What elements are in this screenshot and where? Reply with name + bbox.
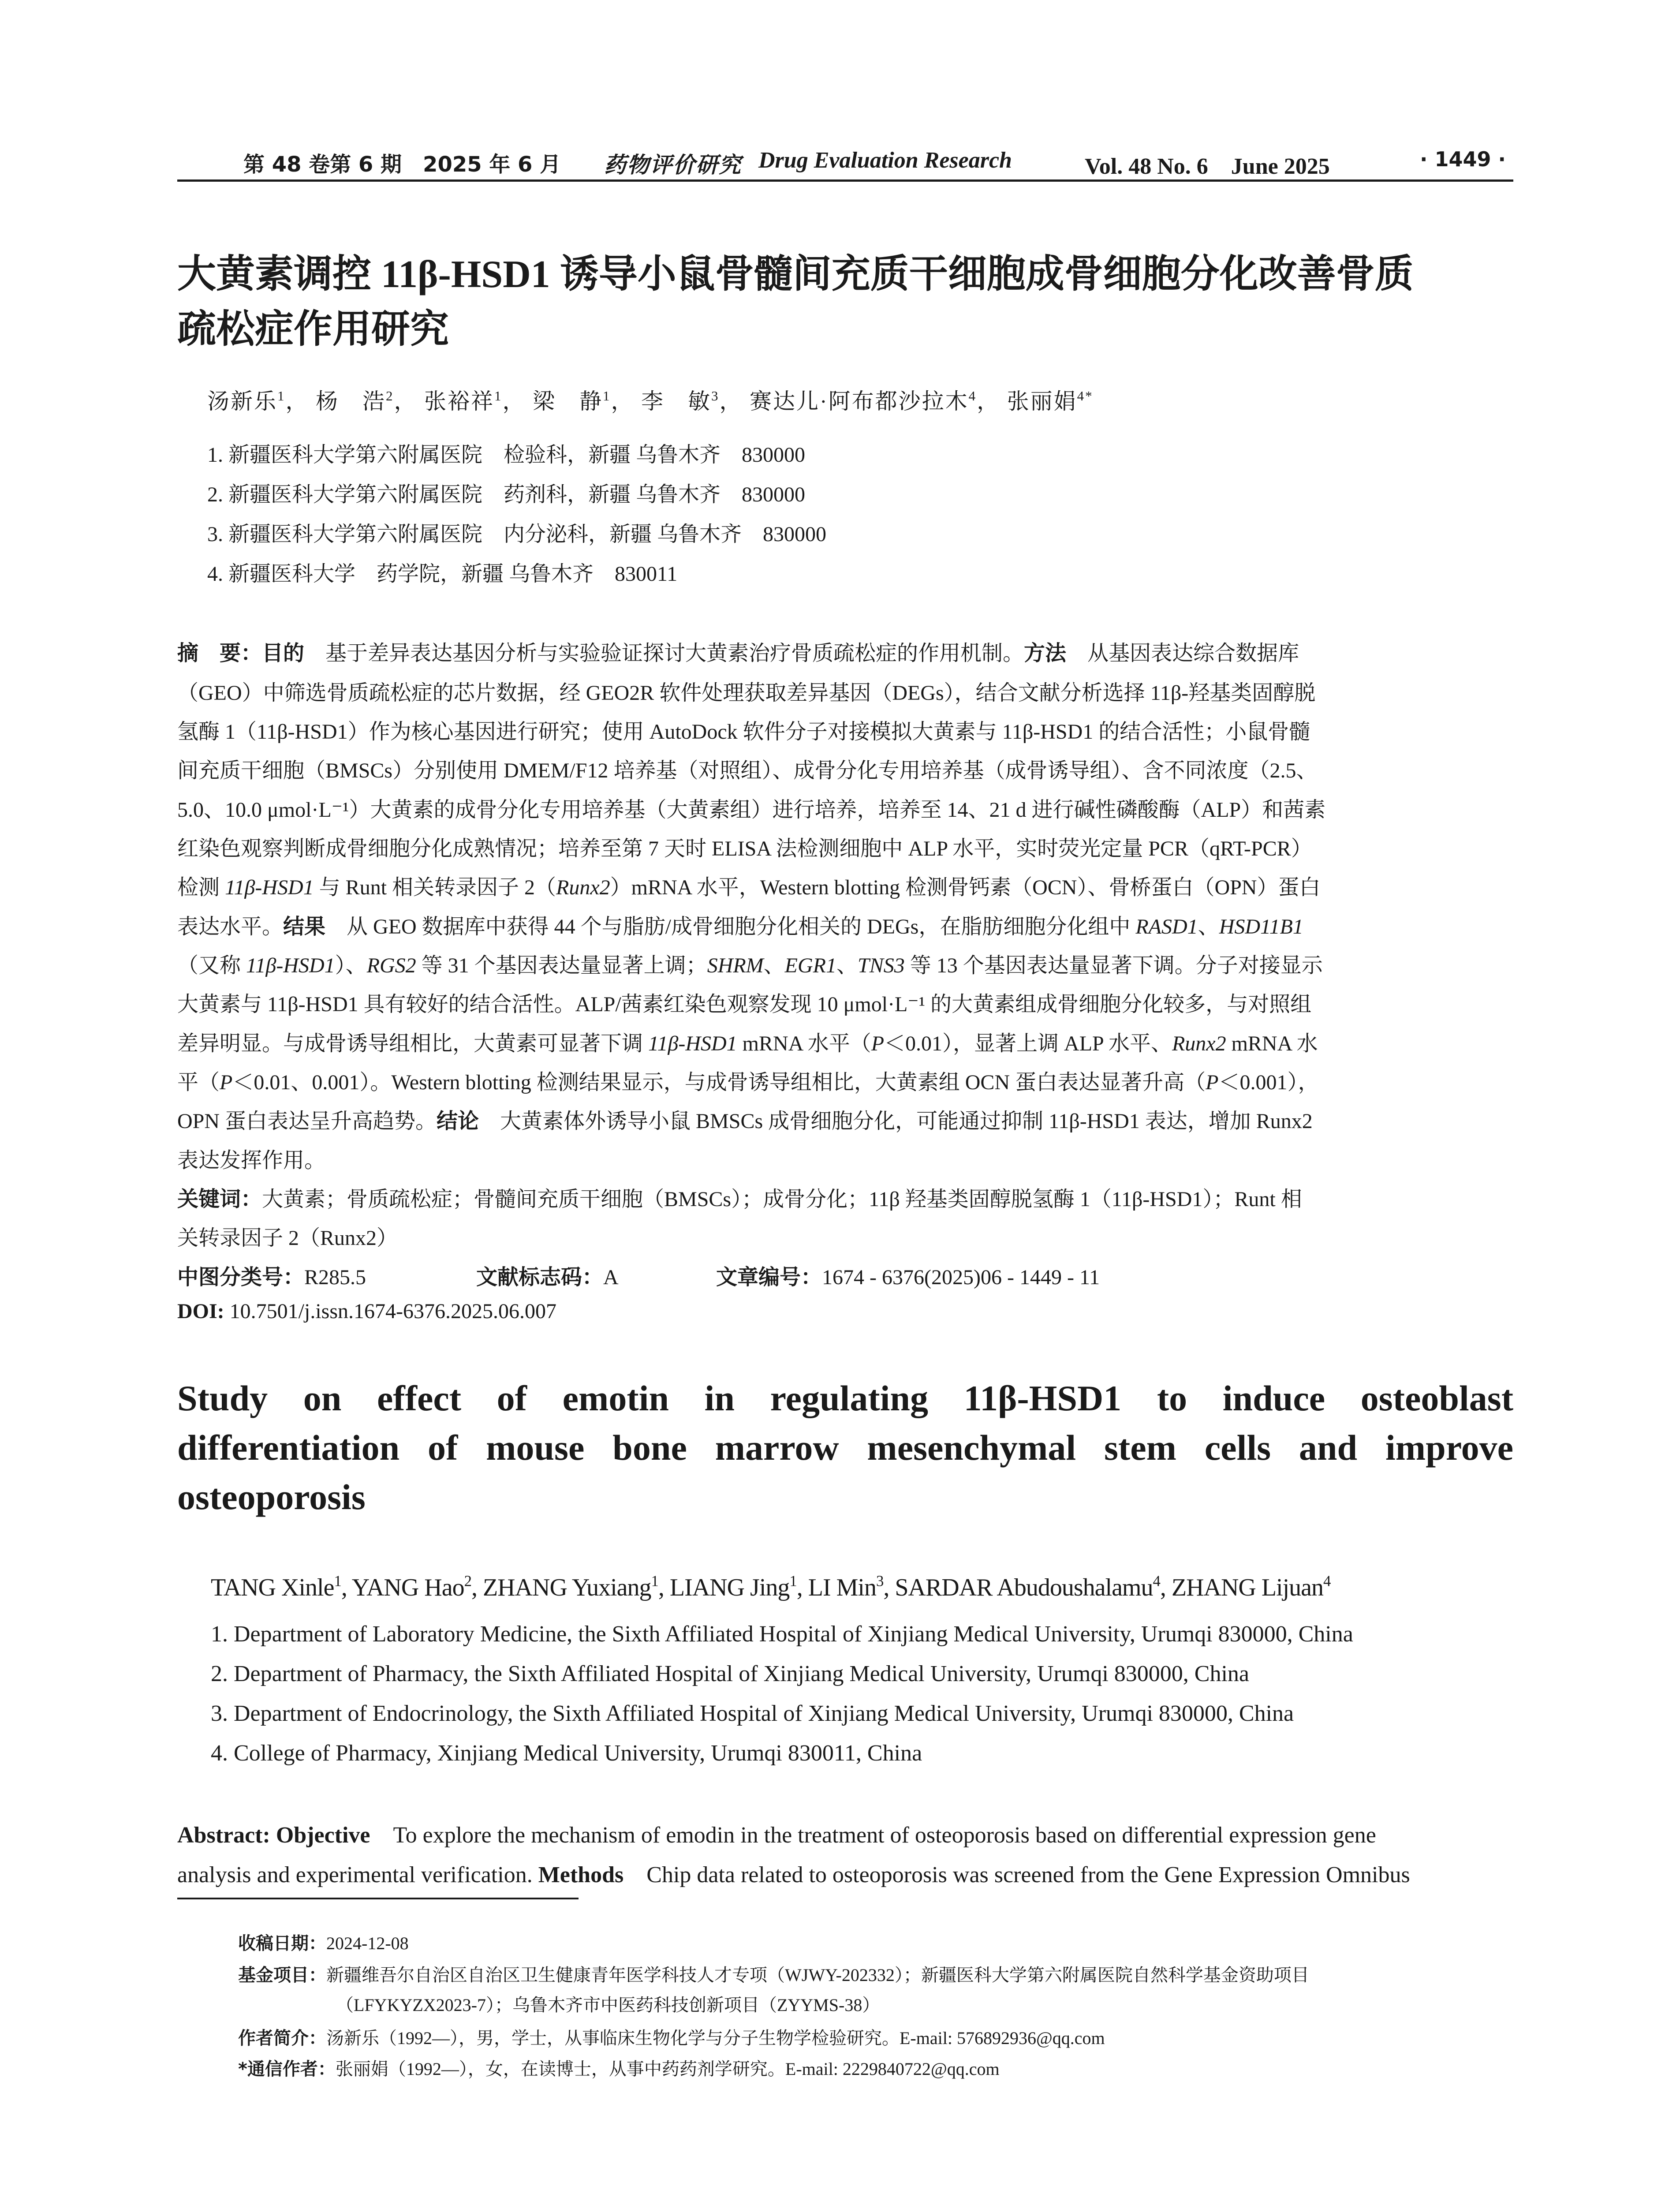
doi-value[interactable]: 10.7501/j.issn.1674-6376.2025.06.007 — [224, 1300, 557, 1323]
abstract-text: 表达水平。 — [177, 915, 284, 938]
page-number: · 1449 · — [1420, 147, 1506, 171]
abstract-text: 从 GEO 数据库中获得 44 个与脂肪/成骨细胞分化相关的 DEGs，在脂肪细胞分化组中 — [325, 915, 1136, 938]
abstract-text: 等 13 个基因表达量显著下调。分子对接显示 — [904, 954, 1323, 977]
doc-code — [476, 1260, 619, 1290]
cn-abstract-line: 表达发挥作用。 — [177, 1149, 326, 1172]
gene-name: 11β-HSD1 — [246, 954, 335, 977]
author-bio-text: 汤新乐（1992—），男，学士，从事临床生物化学与分子生物学检验研究。E-mail: 576892936@qq.com — [326, 2028, 1105, 2048]
abstract-text: analysis and experimental verification. — [177, 1862, 538, 1887]
en-title-line: differentiation of mouse bone marrow mesenchymal stem cells and improve — [177, 1428, 1513, 1468]
author-sup: 1 — [277, 388, 286, 404]
running-header — [177, 132, 1513, 181]
author-bio-label: 作者简介： — [238, 2028, 326, 2048]
abstract-text: ＜0.01），显著上调 ALP 水平、 — [884, 1032, 1172, 1055]
p-value-symbol: P — [1206, 1071, 1219, 1094]
author-name: ZHANG Lijuan — [1171, 1574, 1324, 1601]
abstract-text: ＜0.01、0.001）。Western blotting 检测结果显示，与成骨诱导组相比，大黄素组 OCN 蛋白表达显著升高（ — [232, 1071, 1206, 1094]
abstract-text: 平（ — [177, 1071, 220, 1094]
article-no-value: 1674 - 6376(2025)06 - 1449 - 11 — [822, 1266, 1100, 1289]
en-abstract-line — [177, 1816, 1513, 1849]
author-name: SARDAR Abudoushalamu — [895, 1574, 1153, 1601]
en-title — [177, 1374, 1513, 1522]
author-name: 张裕祥 — [424, 389, 494, 414]
gene-name: 11β-HSD1 — [225, 876, 314, 899]
fund-label: 基金项目： — [238, 1965, 326, 1985]
cn-abstract-line — [177, 909, 1513, 940]
author-name: 汤新乐 — [207, 389, 277, 414]
author-name: 杨 浩 — [316, 389, 386, 414]
header-rule — [177, 179, 1513, 182]
footnote-author — [238, 2024, 1105, 2049]
author-name: 李 敏 — [641, 389, 711, 414]
abstract-text: （又称 — [177, 954, 246, 977]
p-value-symbol: P — [871, 1032, 885, 1055]
gene-name: EGR1 — [784, 954, 836, 977]
cn-abstract-line: 氢酶 1（11β-HSD1）作为核心基因进行研究；使用 AutoDock 软件分子对接模拟大黄素与 11β-HSD1 的结合活性；小鼠骨髓 — [177, 720, 1310, 744]
author-sup: 2 — [464, 1572, 471, 1590]
p-value-symbol: P — [220, 1071, 233, 1094]
en-abstract-label: Abstract: Objective — [177, 1823, 370, 1848]
author-sup: 1 — [603, 388, 611, 404]
abstract-text: ）、 — [335, 954, 367, 977]
cn-abstract-line — [177, 1026, 1513, 1057]
cn-abstract-line: 5.0、10.0 μmol·L⁻¹）大黄素的成骨分化专用培养基（大黄素组）进行培养，培养至 14、21 d 进行碱性磷酸酶（ALP）和茜素 — [177, 798, 1326, 822]
author-sup: 1 — [494, 388, 503, 404]
cn-abstract-line — [177, 870, 1513, 901]
abstract-text: 从基因表达综合数据库 — [1066, 642, 1299, 665]
doccode-value: A — [603, 1266, 619, 1289]
cn-keywords-cont: 关转录因子 2（Runx2） — [177, 1226, 398, 1250]
author-name: LI Min — [808, 1574, 876, 1601]
corresponding-text: 张丽娟（1992—），女，在读博士，从事中药药剂学研究。E-mail: 2229840722@qq.com — [335, 2059, 1000, 2079]
cn-title-line: 疏松症作用研究 — [177, 308, 449, 351]
cn-abstract-line — [177, 948, 1513, 979]
footnote-fund-cont: （LFYKYZX2023-7）；乌鲁木齐市中医药科技创新项目（ZYYMS-38） — [336, 1995, 880, 2015]
methods-label: 方法 — [1024, 641, 1067, 665]
cn-title — [177, 247, 1513, 357]
author-sup: 1 — [334, 1572, 341, 1590]
author-sup: 4* — [1077, 388, 1094, 404]
cn-abstract-line — [177, 1104, 1513, 1134]
cn-abstract-line: 红染色观察判断成骨细胞分化成熟情况；培养至第 7 天时 ELISA 法检测细胞中 ALP 水平，实时荧光定量 PCR（qRT-PCR） — [177, 837, 1312, 860]
header-issue-cn: 第 48 卷第 6 期 2025 年 6 月 — [243, 152, 561, 177]
cn-doi — [177, 1299, 1513, 1323]
clc-value: R285.5 — [304, 1266, 366, 1289]
abstract-text: mRNA 水 — [1226, 1032, 1318, 1055]
abstract-text: OPN 蛋白表达呈升高趋势。 — [177, 1110, 437, 1133]
author-sup: 4 — [1323, 1572, 1331, 1590]
abstract-text: 检测 — [177, 876, 225, 899]
cn-abstract-line: （GEO）中筛选骨质疏松症的芯片数据，经 GEO2R 软件处理获取差异基因（DEGs），结合文献分析选择 11β-羟基类固醇脱 — [177, 681, 1316, 705]
author-sup: 1 — [789, 1572, 797, 1590]
author-sup: 4 — [968, 388, 977, 404]
abstract-text: mRNA 水平（ — [737, 1032, 871, 1055]
author-sup: 4 — [1153, 1572, 1160, 1590]
cn-authors: 汤新乐$^1$， 杨 浩$^2$， 张裕祥$^1$， 梁 静$^1$， 李 敏$^3$， 赛达儿·阿布都沙拉木$^4$， 张丽娟$^{4*}$ — [207, 388, 1094, 414]
article-number — [716, 1260, 1100, 1290]
keywords-label: 关键词： — [177, 1187, 262, 1211]
footnote-fund — [238, 1961, 1309, 1986]
footnote-rule — [177, 1898, 579, 1899]
author-sup: 2 — [386, 388, 394, 404]
results-label: 结果 — [283, 914, 326, 939]
gene-name: Runx2 — [556, 876, 610, 899]
abstract-text: ）mRNA 水平，Western blotting 检测骨钙素（OCN）、骨桥蛋白（OPN）蛋白 — [610, 876, 1321, 899]
author-name: 赛达儿·阿布都沙拉木 — [750, 389, 969, 414]
gene-name: HSD11B1 — [1219, 915, 1303, 938]
footnote-corresponding — [238, 2055, 1000, 2080]
abstract-text: 、 — [763, 954, 785, 977]
author-name: TANG Xinle — [211, 1574, 334, 1601]
author-name: ZHANG Yuxiang — [482, 1574, 651, 1601]
en-abstract-line — [177, 1856, 1513, 1889]
corresponding-label: *通信作者： — [238, 2059, 336, 2079]
abstract-text: Chip data related to osteoporosis was screened from the Gene Expression Omnibus — [623, 1862, 1410, 1887]
cn-affiliation: 3. 新疆医科大学第六附属医院 内分泌科，新疆 乌鲁木齐 830000 — [207, 523, 827, 546]
keywords-text: 大黄素；骨质疏松症；骨髓间充质干细胞（BMSCs）；成骨分化；11β 羟基类固醇脱氢酶 1（11β-HSD1）；Runt 相 — [262, 1188, 1302, 1211]
gene-name: RASD1 — [1135, 915, 1198, 938]
fund-text: 新疆维吾尔自治区自治区卫生健康青年医学科技人才专项（WJWY-202332）；新疆医科大学第六附属医院自然科学基金资助项目 — [326, 1965, 1309, 1985]
abstract-text: 基于差异表达基因分析与实验验证探讨大黄素治疗骨质疏松症的作用机制。 — [304, 642, 1024, 665]
conclusion-label: 结论 — [437, 1109, 479, 1133]
gene-name: SHRM — [707, 954, 764, 977]
author-sup: 3 — [876, 1572, 884, 1590]
header-journal-en: Drug Evaluation Research — [758, 148, 1012, 173]
cn-keywords — [177, 1182, 1513, 1212]
footnote-received — [238, 1929, 409, 1955]
abstract-text: ＜0.001）， — [1218, 1071, 1319, 1094]
gene-name: TNS3 — [858, 954, 905, 977]
en-authors: TANG Xinle$^1$, YANG Hao$^2$, ZHANG Yuxiang$^1$, LIANG Jing$^1$, LI Min$^3$, SARDAR Abudoushalamu$^4$, ZHANG Lijuan$^4$ — [211, 1572, 1331, 1601]
en-title-line: osteoporosis — [177, 1477, 366, 1517]
gene-name: Runx2 — [1172, 1032, 1226, 1055]
objective-label: 目的 — [262, 641, 305, 665]
author-name: LIANG Jing — [669, 1574, 790, 1601]
abstract-text: 等 31 个基因表达量显著上调； — [416, 954, 707, 977]
abstract-text: 差异明显。与成骨诱导组相比，大黄素可显著下调 — [177, 1032, 649, 1055]
en-methods-label: Methods — [538, 1862, 624, 1887]
cn-abstract-line: 间充质干细胞（BMSCs）分别使用 DMEM/F12 培养基（对照组）、成骨分化专用培养基（成骨诱导组）、含不同浓度（2.5、 — [177, 759, 1318, 782]
en-affiliation: 1. Department of Laboratory Medicine, the Sixth Affiliated Hospital of Xinjiang Medical University, Urumqi 830000, China — [211, 1622, 1353, 1647]
cn-abstract-line — [177, 636, 1513, 666]
author-name: YANG Hao — [351, 1574, 464, 1601]
cn-abstract-line — [177, 1065, 1513, 1095]
gene-name: RGS2 — [366, 954, 416, 977]
journal-logo: 药物评价研究 — [604, 153, 742, 177]
abstract-text: 、 — [836, 954, 858, 977]
en-affiliation: 4. College of Pharmacy, Xinjiang Medical University, Urumqi 830011, China — [211, 1741, 922, 1766]
cn-affiliation: 1. 新疆医科大学第六附属医院 检验科，新疆 乌鲁木齐 830000 — [207, 443, 806, 467]
abstract-text: 、 — [1198, 915, 1219, 938]
abstract-text: To explore the mechanism of emodin in the treatment of osteoporosis based on differential expression gene — [370, 1823, 1376, 1848]
header-issue-en: Vol. 48 No. 6 June 2025 — [1085, 154, 1330, 179]
clc-label: 中图分类号： — [177, 1265, 305, 1289]
doi-label: DOI: — [177, 1300, 224, 1323]
author-name: 梁 静 — [533, 389, 603, 414]
cn-affiliation: 2. 新疆医科大学第六附属医院 药剂科，新疆 乌鲁木齐 830000 — [207, 483, 806, 506]
cn-classification — [177, 1260, 1513, 1290]
article-no-label: 文章编号： — [716, 1265, 822, 1289]
en-affiliation: 2. Department of Pharmacy, the Sixth Affiliated Hospital of Xinjiang Medical University, Urumqi 830000, China — [211, 1661, 1249, 1686]
author-sup: 3 — [711, 388, 720, 404]
cn-title-line: 大黄素调控 11β-HSD1 诱导小鼠骨髓间充质干细胞成骨细胞分化改善骨质 — [177, 253, 1414, 296]
abstract-label: 摘 要： — [177, 641, 262, 665]
doccode-label: 文献标志码： — [476, 1265, 604, 1289]
en-title-line: Study on effect of emotin in regulating 11β-HSD1 to induce osteoblast — [177, 1378, 1513, 1418]
cn-abstract-line: 大黄素与 11β-HSD1 具有较好的结合活性。ALP/茜素红染色观察发现 10 μmol·L⁻¹ 的大黄素组成骨细胞分化较多，与对照组 — [177, 993, 1312, 1016]
gene-name: 11β-HSD1 — [648, 1032, 737, 1055]
author-sup: 1 — [651, 1572, 658, 1590]
received-label: 收稿日期： — [238, 1933, 326, 1954]
cn-affiliation: 4. 新疆医科大学 药学院，新疆 乌鲁木齐 830011 — [207, 562, 678, 586]
received-value: 2024-12-08 — [326, 1933, 409, 1953]
abstract-text: 大黄素体外诱导小鼠 BMSCs 成骨细胞分化，可能通过抑制 11β-HSD1 表达，增加 Runx2 — [479, 1110, 1313, 1133]
en-affiliation: 3. Department of Endocrinology, the Sixth Affiliated Hospital of Xinjiang Medical University, Urumqi 830000, China — [211, 1701, 1294, 1726]
abstract-text: 与 Runt 相关转录因子 2（ — [314, 876, 556, 899]
author-name: 张丽娟 — [1007, 389, 1077, 414]
